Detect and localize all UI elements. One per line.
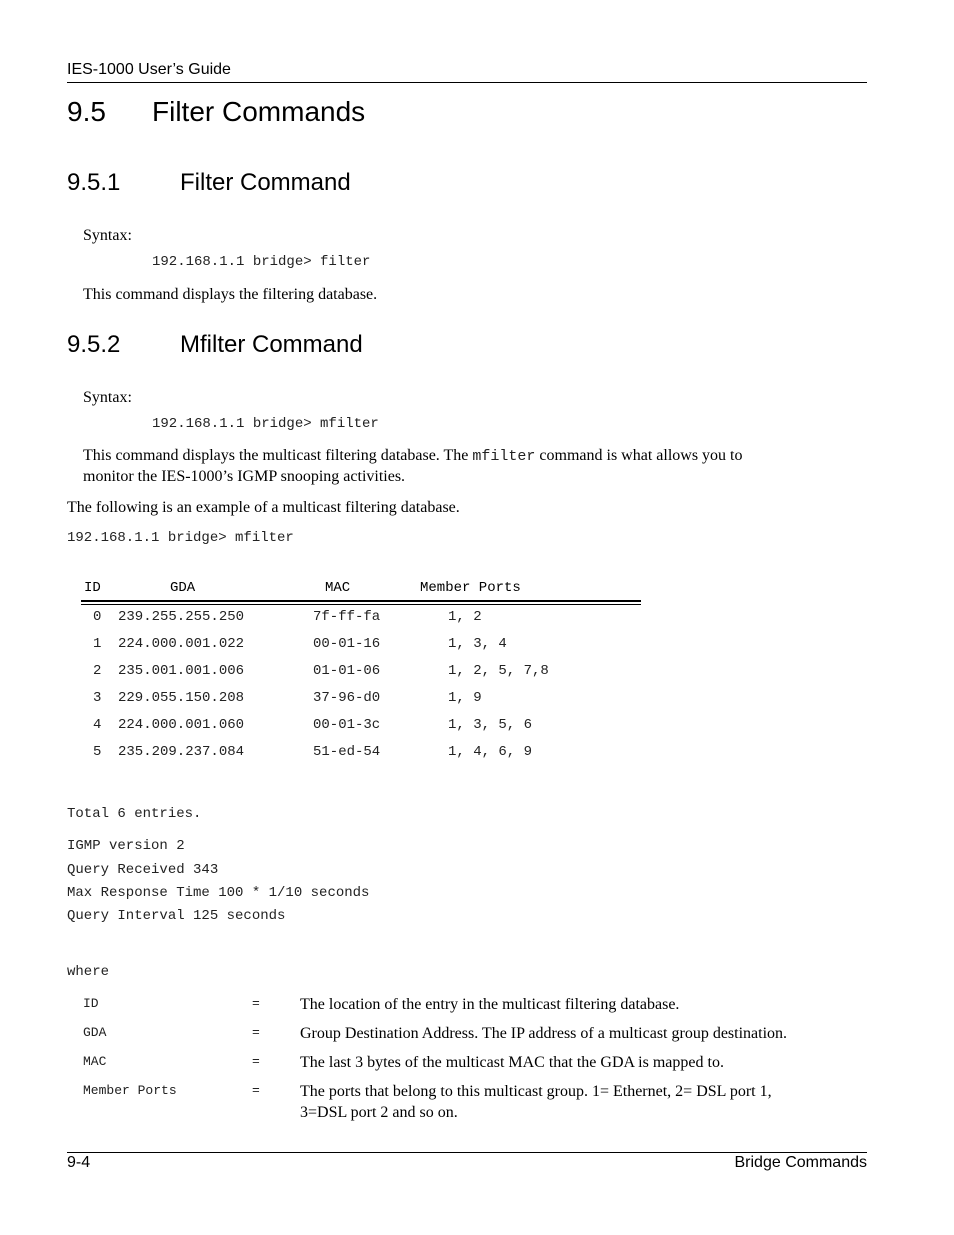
syntax-label-2: Syntax: [83, 389, 132, 406]
cell-mac: 37-96-d0 [313, 690, 381, 706]
where-description: The ports that belong to this multicast group. 1= Ethernet, 2= DSL port 1, [300, 1083, 772, 1100]
table-header-mac: MAC [325, 580, 351, 596]
cell-gda: 235.001.001.006 [118, 663, 245, 679]
cell-mac: 00-01-16 [313, 636, 381, 652]
cell-gda: 235.209.237.084 [118, 744, 245, 760]
table-header-rule-secondary [81, 604, 641, 605]
where-equals: = [252, 1083, 260, 1098]
cell-id: 3 [93, 690, 102, 706]
description-2-line2: monitor the IES-1000’s IGMP snooping activities. [83, 468, 406, 485]
cell-id: 1 [93, 636, 102, 652]
query-received: Query Received 343 [67, 862, 219, 878]
footer-rule [67, 1152, 867, 1153]
total-entries: Total 6 entries. [67, 806, 202, 822]
subsection-1-number: 9.5.1 [67, 169, 121, 196]
description-2-text-a: This command displays the multicast filtering database. The [83, 447, 473, 464]
cell-member-ports: 1, 3, 5, 6 [448, 717, 533, 733]
table-header-rule [81, 600, 641, 602]
syntax-label-1: Syntax: [83, 227, 132, 244]
footer-chapter: Bridge Commands [734, 1154, 867, 1171]
cell-gda: 239.255.255.250 [118, 609, 245, 625]
where-term: MAC [83, 1054, 107, 1069]
cell-member-ports: 1, 9 [448, 690, 482, 706]
cell-member-ports: 1, 2 [448, 609, 482, 625]
subsection-1-title: Filter Command [180, 169, 351, 196]
where-description: Group Destination Address. The IP address of a multicast group destination. [300, 1025, 788, 1042]
cell-id: 2 [93, 663, 102, 679]
section-title: Filter Commands [152, 96, 366, 127]
where-description: The location of the entry in the multicast filtering database. [300, 996, 680, 1013]
cell-member-ports: 1, 4, 6, 9 [448, 744, 533, 760]
where-description-line2: 3=DSL port 2 and so on. [300, 1104, 458, 1121]
syntax-code-1: 192.168.1.1 bridge> filter [152, 254, 371, 270]
table-header-gda: GDA [170, 580, 196, 596]
running-header-title: IES-1000 User’s Guide [67, 61, 231, 78]
syntax-code-2: 192.168.1.1 bridge> mfilter [152, 416, 379, 432]
description-2 [83, 445, 743, 467]
subsection-2-title: Mfilter Command [180, 331, 363, 358]
cell-mac: 01-01-06 [313, 663, 381, 679]
example-command: 192.168.1.1 bridge> mfilter [67, 530, 294, 546]
subsection-2-number: 9.5.2 [67, 331, 121, 358]
description-2-text-b: command is what allows you to [535, 447, 743, 464]
cell-gda: 229.055.150.208 [118, 690, 245, 706]
cell-id: 0 [93, 609, 102, 625]
where-description: The last 3 bytes of the multicast MAC that the GDA is mapped to. [300, 1054, 724, 1071]
cell-member-ports: 1, 2, 5, 7,8 [448, 663, 549, 679]
cell-id: 4 [93, 717, 102, 733]
igmp-version: IGMP version 2 [67, 838, 185, 854]
cell-mac: 7f-ff-fa [313, 609, 381, 625]
where-term: GDA [83, 1025, 107, 1040]
page-number: 9-4 [67, 1154, 91, 1171]
cell-gda: 224.000.001.060 [118, 717, 245, 733]
max-response-time: Max Response Time 100 * 1/10 seconds [67, 885, 370, 901]
where-equals: = [252, 1025, 260, 1040]
query-interval: Query Interval 125 seconds [67, 908, 286, 924]
where-term: ID [83, 996, 99, 1011]
where-term: Member Ports [83, 1083, 177, 1098]
cell-mac: 00-01-3c [313, 717, 381, 733]
where-equals: = [252, 1054, 260, 1069]
cell-id: 5 [93, 744, 102, 760]
cell-mac: 51-ed-54 [313, 744, 381, 760]
section-number: 9.5 [67, 96, 106, 127]
cell-gda: 224.000.001.022 [118, 636, 245, 652]
cell-member-ports: 1, 3, 4 [448, 636, 507, 652]
description-1: This command displays the filtering database. [83, 286, 378, 303]
header-rule [67, 82, 867, 83]
table-header-member-ports: Member Ports [420, 580, 521, 596]
where-label: where [67, 964, 110, 980]
example-intro: The following is an example of a multicast filtering database. [67, 499, 460, 516]
table-header-id: ID [84, 580, 101, 596]
where-equals: = [252, 996, 260, 1011]
description-2-code: mfilter [472, 448, 536, 465]
